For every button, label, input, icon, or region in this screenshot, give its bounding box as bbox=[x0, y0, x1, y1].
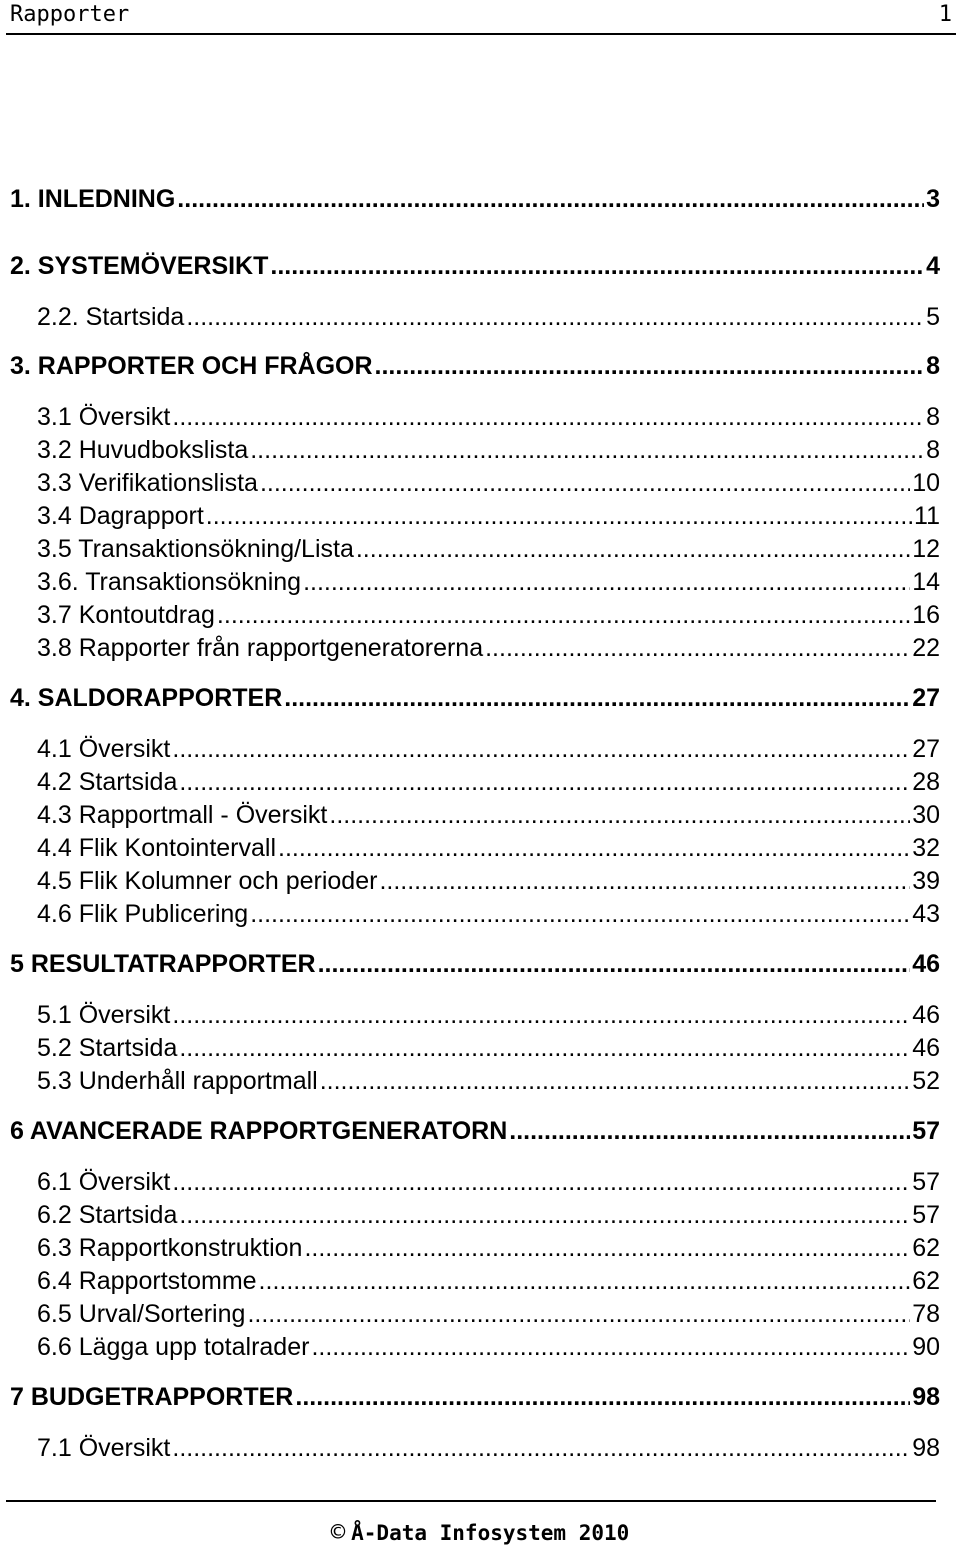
toc-entry-label: 3.2 Huvudbokslista bbox=[37, 436, 249, 464]
toc-leader-dots bbox=[329, 800, 910, 830]
header-page-number: 1 bbox=[938, 2, 952, 27]
toc-entry-page: 57 bbox=[912, 1201, 940, 1229]
toc-leader-dots bbox=[303, 567, 910, 597]
toc-entry[interactable] bbox=[10, 949, 940, 979]
toc-leader-dots bbox=[179, 1033, 910, 1063]
toc-entry-label: 5.2 Startsida bbox=[37, 1034, 178, 1062]
toc-entry[interactable] bbox=[10, 683, 940, 713]
toc-leader-dots bbox=[247, 1299, 910, 1329]
toc-entry[interactable] bbox=[10, 351, 940, 381]
toc-entry[interactable] bbox=[37, 899, 940, 929]
header-title: Rapporter bbox=[10, 2, 130, 27]
toc-leader-dots bbox=[186, 302, 924, 332]
toc-entry-label: 3.3 Verifikationslista bbox=[37, 469, 258, 497]
toc-entry-label: 6.4 Rapportstomme bbox=[37, 1267, 257, 1295]
toc-leader-dots bbox=[278, 833, 910, 863]
toc-entry[interactable] bbox=[10, 184, 940, 214]
toc-entry-page: 43 bbox=[912, 900, 940, 928]
toc-entry-page: 5 bbox=[926, 303, 940, 331]
toc-entry-page: 52 bbox=[912, 1067, 940, 1095]
toc-leader-dots bbox=[172, 402, 924, 432]
toc-entry[interactable] bbox=[10, 251, 940, 281]
toc-entry-label: 4.6 Flik Publicering bbox=[37, 900, 249, 928]
toc-leader-dots bbox=[260, 468, 910, 498]
toc-leader-dots bbox=[320, 1066, 910, 1096]
toc-entry-label: 3.8 Rapporter från rapportgeneratorerna bbox=[37, 634, 484, 662]
toc-leader-dots bbox=[172, 734, 910, 764]
toc-leader-dots bbox=[259, 1266, 911, 1296]
toc-entry[interactable] bbox=[37, 1200, 940, 1230]
toc-entry-page: 27 bbox=[912, 735, 940, 763]
toc-entry[interactable] bbox=[10, 1116, 940, 1146]
toc-entry[interactable] bbox=[37, 800, 940, 830]
copyright-icon: © bbox=[330, 1518, 346, 1546]
toc-leader-dots bbox=[179, 1200, 910, 1230]
toc-entry[interactable] bbox=[37, 734, 940, 764]
toc-leader-dots bbox=[250, 899, 910, 929]
toc-leader-dots bbox=[379, 866, 910, 896]
toc-entry-label: 4.2 Startsida bbox=[37, 768, 178, 796]
toc-entry-page: 32 bbox=[912, 834, 940, 862]
toc-entry-label: 5.1 Översikt bbox=[37, 1001, 171, 1029]
toc-entry-page: 98 bbox=[912, 1383, 940, 1411]
toc-entry-label: 3.6. Transaktionsökning bbox=[37, 568, 302, 596]
toc-leader-dots bbox=[206, 501, 912, 531]
toc-entry-label: 6.1 Översikt bbox=[37, 1168, 171, 1196]
toc-leader-dots bbox=[172, 1167, 910, 1197]
toc-leader-dots bbox=[250, 435, 924, 465]
toc-leader-dots bbox=[295, 1382, 910, 1412]
toc-leader-dots bbox=[172, 1433, 910, 1463]
toc-leader-dots bbox=[179, 767, 910, 797]
toc-entry-label: 7 BUDGETRAPPORTER bbox=[10, 1383, 294, 1411]
toc-entry-page: 8 bbox=[926, 352, 940, 380]
toc-leader-dots bbox=[217, 600, 910, 630]
toc-entry[interactable] bbox=[37, 1233, 940, 1263]
toc-entry-label: 7.1 Översikt bbox=[37, 1434, 171, 1462]
toc-entry[interactable] bbox=[37, 1000, 940, 1030]
toc-entry-page: 78 bbox=[912, 1300, 940, 1328]
toc-entry-page: 46 bbox=[912, 1034, 940, 1062]
toc-entry-label: 4.1 Översikt bbox=[37, 735, 171, 763]
toc-entry-label: 3.7 Kontoutdrag bbox=[37, 601, 215, 629]
toc-entry-label: 3. RAPPORTER OCH FRÅGOR bbox=[10, 352, 373, 380]
toc-entry[interactable] bbox=[37, 435, 940, 465]
toc-entry-page: 8 bbox=[926, 403, 940, 431]
toc-entry-label: 4. SALDORAPPORTER bbox=[10, 684, 283, 712]
toc-entry-label: 4.3 Rapportmall - Översikt bbox=[37, 801, 328, 829]
toc-entry-page: 62 bbox=[912, 1267, 940, 1295]
toc-entry[interactable] bbox=[37, 1167, 940, 1197]
toc-leader-dots bbox=[356, 534, 910, 564]
toc-entry-page: 11 bbox=[914, 502, 940, 530]
toc-entry[interactable] bbox=[37, 866, 940, 896]
toc-entry[interactable] bbox=[10, 1382, 940, 1412]
page-footer bbox=[0, 1518, 960, 1546]
toc-entry[interactable] bbox=[37, 1332, 940, 1362]
toc-leader-dots bbox=[509, 1116, 910, 1146]
toc-entry-label: 3.5 Transaktionsökning/Lista bbox=[37, 535, 354, 563]
toc-entry-page: 57 bbox=[912, 1168, 940, 1196]
toc-entry[interactable] bbox=[37, 767, 940, 797]
toc-entry-page: 27 bbox=[912, 684, 940, 712]
footer-text: Å-Data Infosystem 2010 bbox=[351, 1521, 630, 1545]
toc-entry-label: 3.4 Dagrapport bbox=[37, 502, 204, 530]
toc-entry[interactable] bbox=[37, 600, 940, 630]
toc-entry[interactable] bbox=[37, 302, 940, 332]
toc-entry[interactable] bbox=[37, 1033, 940, 1063]
toc-entry-page: 39 bbox=[912, 867, 940, 895]
toc-leader-dots bbox=[485, 633, 910, 663]
toc-leader-dots bbox=[375, 351, 925, 381]
footer-divider bbox=[6, 1500, 936, 1502]
toc-entry-label: 6.6 Lägga upp totalrader bbox=[37, 1333, 310, 1361]
toc-entry-label: 5.3 Underhåll rapportmall bbox=[37, 1067, 318, 1095]
toc-entry-page: 46 bbox=[912, 950, 940, 978]
toc-entry-label: 6.2 Startsida bbox=[37, 1201, 178, 1229]
toc-entry-page: 30 bbox=[912, 801, 940, 829]
toc-entry-page: 16 bbox=[912, 601, 940, 629]
toc-entry-page: 28 bbox=[912, 768, 940, 796]
toc-entry-label: 4.5 Flik Kolumner och perioder bbox=[37, 867, 378, 895]
toc-leader-dots bbox=[270, 251, 924, 281]
toc-entry[interactable] bbox=[37, 1266, 940, 1296]
toc-entry[interactable] bbox=[37, 1299, 940, 1329]
toc-entry-label: 6.3 Rapportkonstruktion bbox=[37, 1234, 303, 1262]
toc-leader-dots bbox=[284, 683, 910, 713]
toc-entry[interactable] bbox=[37, 567, 940, 597]
toc-entry[interactable] bbox=[37, 402, 940, 432]
toc-entry[interactable] bbox=[37, 1433, 940, 1463]
toc-entry-page: 57 bbox=[912, 1117, 940, 1145]
toc-entry-page: 90 bbox=[912, 1333, 940, 1361]
toc-entry-label: 2. SYSTEMÖVERSIKT bbox=[10, 252, 269, 280]
toc-entry-page: 8 bbox=[926, 436, 940, 464]
toc-entry[interactable] bbox=[37, 468, 940, 498]
toc-entry-page: 3 bbox=[926, 185, 940, 213]
toc-entry-label: 4.4 Flik Kontointervall bbox=[37, 834, 277, 862]
toc-entry-page: 10 bbox=[912, 469, 940, 497]
toc-leader-dots bbox=[177, 184, 924, 214]
toc-entry-page: 98 bbox=[912, 1434, 940, 1462]
toc-entry-page: 22 bbox=[912, 634, 940, 662]
toc-leader-dots bbox=[304, 1233, 910, 1263]
toc-entry-page: 14 bbox=[912, 568, 940, 596]
toc-entry-page: 12 bbox=[912, 535, 940, 563]
toc-entry[interactable] bbox=[37, 1066, 940, 1096]
toc-entry[interactable] bbox=[37, 633, 940, 663]
toc-leader-dots bbox=[172, 1000, 910, 1030]
toc-entry-label: 2.2. Startsida bbox=[37, 303, 185, 331]
toc-entry-label: 6.5 Urval/Sortering bbox=[37, 1300, 246, 1328]
toc-entry-label: 5 RESULTATRAPPORTER bbox=[10, 950, 316, 978]
toc-entry-page: 4 bbox=[926, 252, 940, 280]
toc-entry[interactable] bbox=[37, 501, 940, 531]
page-header bbox=[6, 0, 956, 35]
toc-leader-dots bbox=[311, 1332, 910, 1362]
toc-entry[interactable] bbox=[37, 833, 940, 863]
toc-entry-label: 3.1 Översikt bbox=[37, 403, 171, 431]
toc-entry-page: 46 bbox=[912, 1001, 940, 1029]
toc-entry-label: 1. INLEDNING bbox=[10, 185, 176, 213]
toc-entry-page: 62 bbox=[912, 1234, 940, 1262]
toc-entry[interactable] bbox=[37, 534, 940, 564]
toc-leader-dots bbox=[318, 949, 911, 979]
toc-entry-label: 6 AVANCERADE RAPPORTGENERATORN bbox=[10, 1117, 508, 1145]
